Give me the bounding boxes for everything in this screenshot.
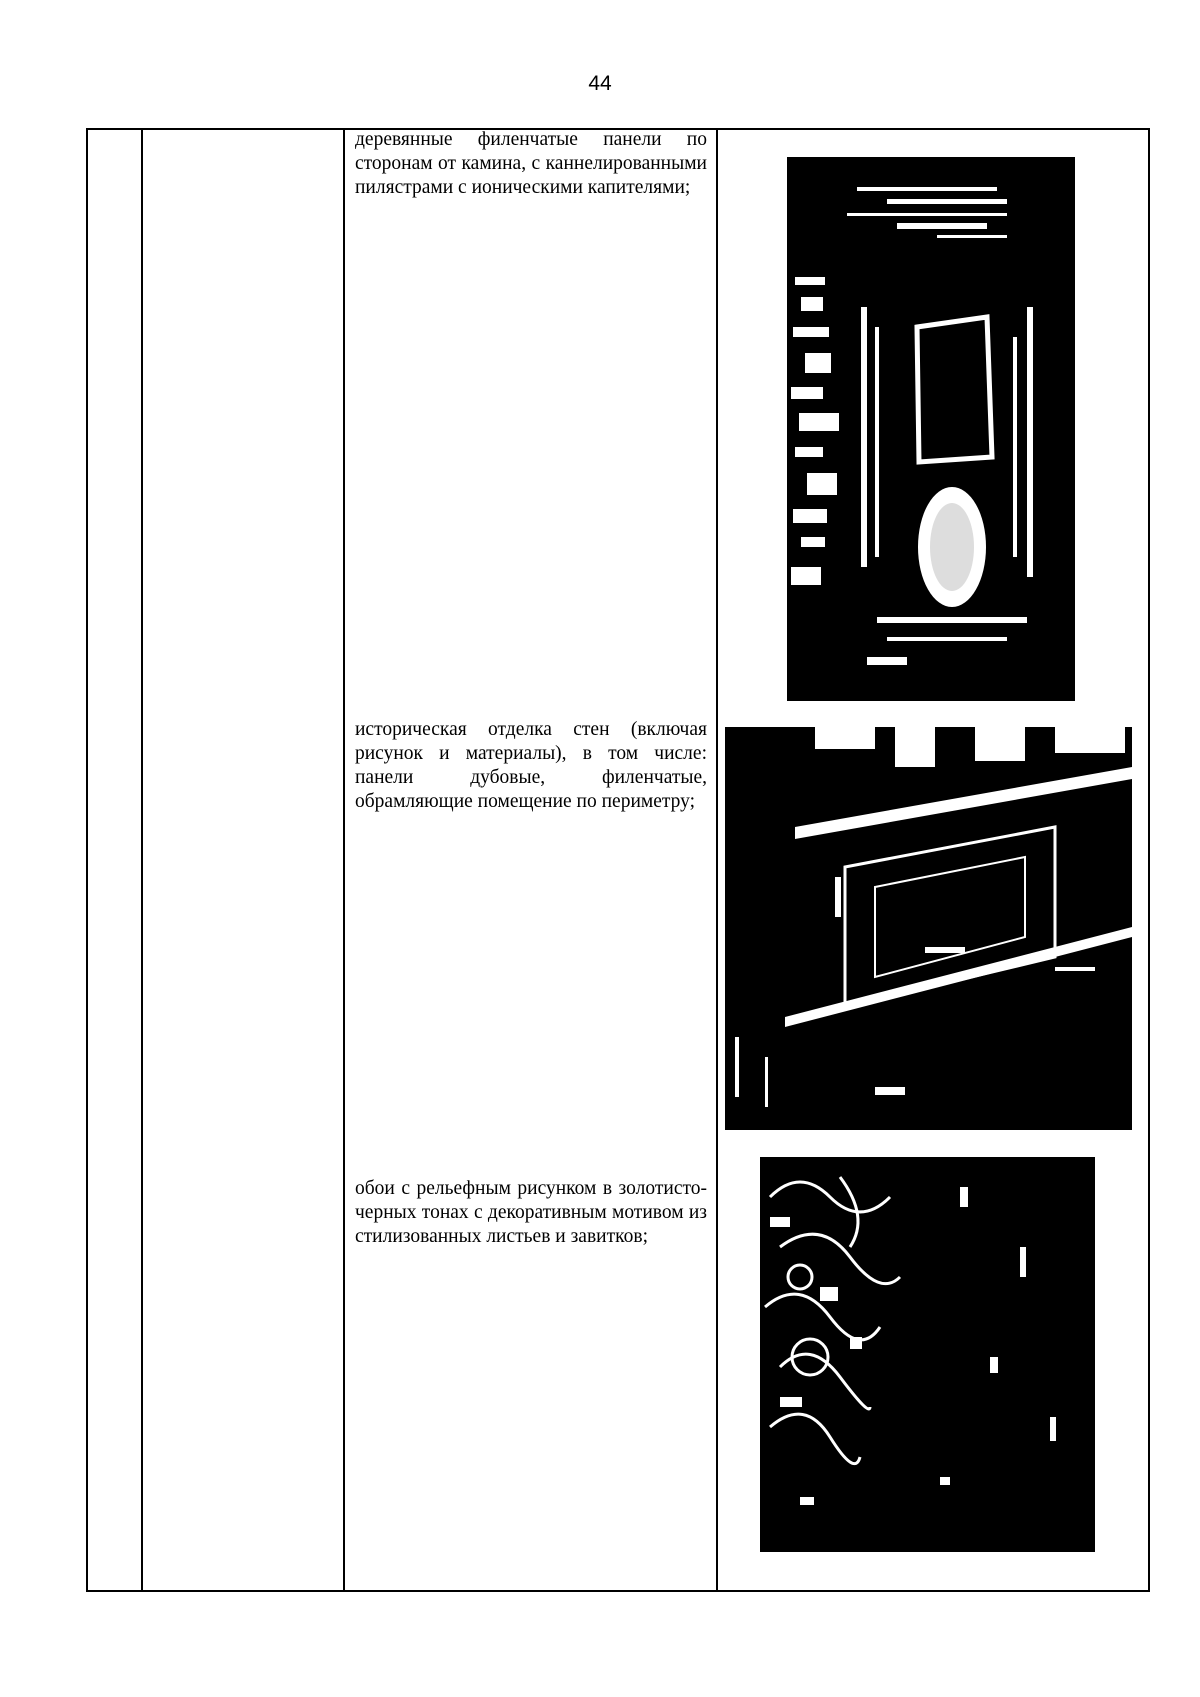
row-3-description: обои с рельефным рисунком в золотисто-черных тонах с декоративным мотивом из стилизованных листьев и завитков;: [355, 1178, 707, 1247]
column-divider-2: [343, 128, 345, 1592]
column-divider-3: [716, 128, 718, 1592]
row-1-description: деревянные филенчатые панели по сторонам от камина, с каннелированными пилястрами с ионическими капителями;: [355, 129, 707, 198]
embossed-wallpaper-photo: [760, 1157, 1095, 1552]
fireplace-paneling-photo: [787, 157, 1075, 701]
row-2-description: историческая отделка стен (включая рисунок и материалы), в том числе: панели дубовые, филенчатые, обрамляющие помещение по периметру;: [355, 719, 707, 812]
page-number: 44: [588, 72, 612, 95]
oak-panels-photo: [725, 727, 1132, 1130]
column-divider-1: [141, 128, 143, 1592]
